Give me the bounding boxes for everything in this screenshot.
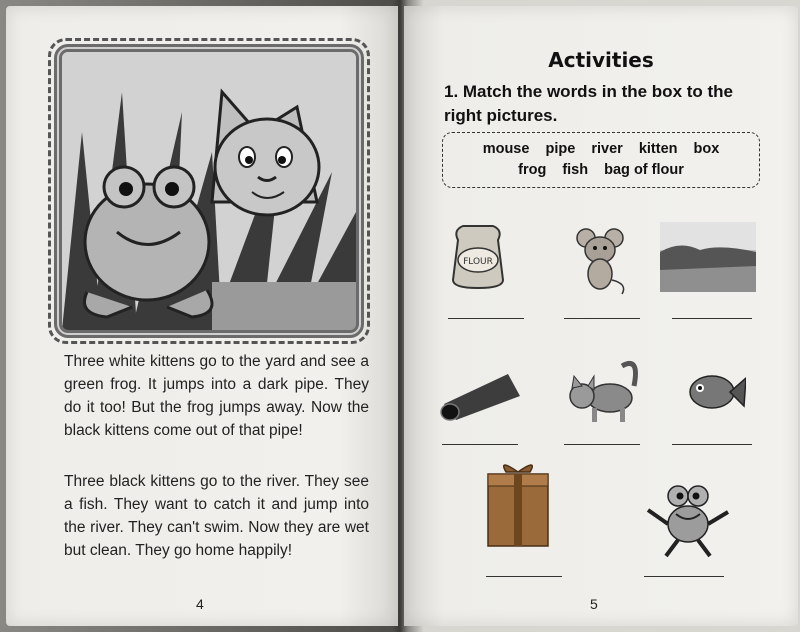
activities-title: Activities (548, 48, 654, 72)
flour-label: FLOUR (463, 257, 493, 267)
word-row-2 (443, 160, 759, 181)
story-paragraph-1: Three white kittens go to the yard and see a green frog. It jumps into a dark pipe. They do it too! But the frog jumps away. Now the black kittens come out of that pipe! (64, 353, 369, 439)
picture-mouse (572, 228, 630, 301)
word-river: river (591, 141, 623, 157)
picture-pipe (438, 368, 524, 427)
answer-line-4[interactable] (442, 444, 518, 445)
answer-line-5[interactable] (564, 444, 640, 445)
page-number-left: 4 (196, 596, 204, 612)
answer-line-8[interactable] (644, 576, 724, 577)
story-illustration (54, 44, 364, 338)
word-mouse: mouse (482, 141, 530, 157)
picture-frog (642, 476, 732, 563)
word-fish: fish (562, 162, 589, 178)
word-box (442, 132, 760, 188)
word-frog: frog (518, 162, 547, 178)
answer-line-6[interactable] (672, 444, 752, 445)
picture-river (660, 222, 756, 297)
word-bag-of-flour: bag of flour (604, 162, 684, 178)
picture-box (484, 458, 552, 555)
word-pipe: pipe (545, 141, 576, 157)
picture-fish (686, 368, 746, 421)
picture-bag-of-flour (448, 220, 508, 295)
answer-line-3[interactable] (672, 318, 752, 319)
answer-line-7[interactable] (486, 576, 562, 577)
page-number-right: 5 (590, 596, 598, 612)
answer-line-1[interactable] (448, 318, 524, 319)
answer-line-2[interactable] (564, 318, 640, 319)
word-kitten: kitten (638, 141, 678, 157)
right-page (404, 6, 798, 626)
picture-kitten (564, 356, 642, 431)
activity-instruction: 1. Match the words in the box to the right pictures. (444, 82, 734, 125)
word-box: box (693, 141, 720, 157)
frog-and-cat-picture (62, 52, 356, 330)
story-paragraph-2: Three black kittens go to the river. They see a fish. They want to catch it and jump into the river. They can't swim. Now they are wet but clean. They go home happily! (64, 473, 369, 559)
left-page (6, 6, 398, 626)
word-row-1 (443, 139, 759, 160)
